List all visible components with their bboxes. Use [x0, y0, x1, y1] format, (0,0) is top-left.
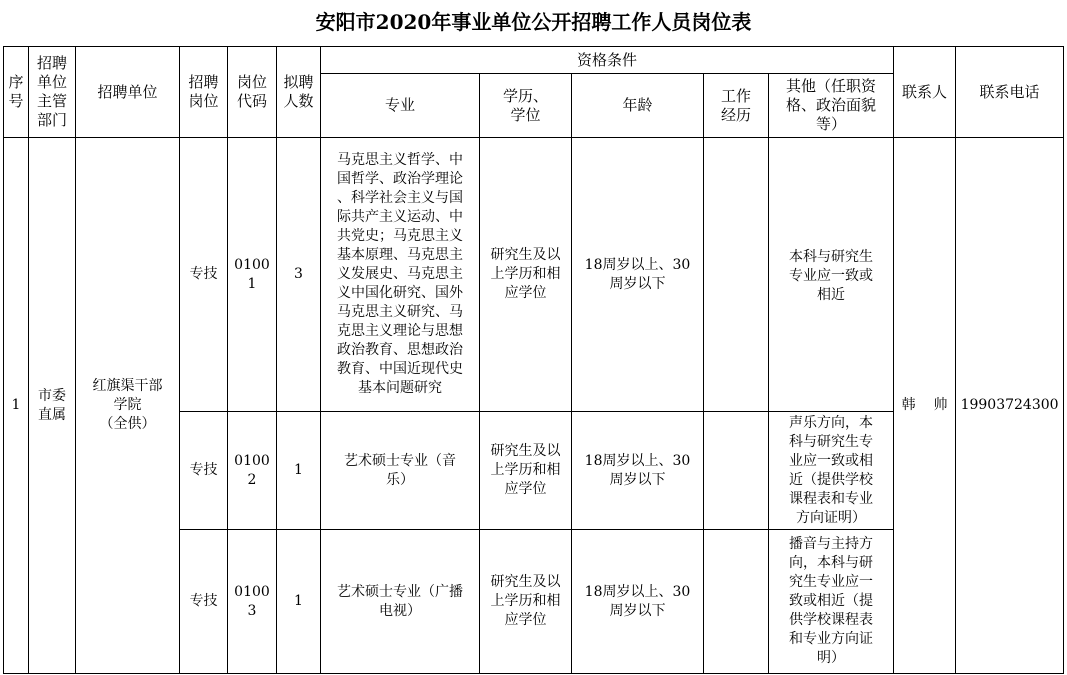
header-row-1 — [4, 47, 1064, 74]
cell-code: 01002 — [228, 412, 277, 530]
cell-exp — [704, 412, 769, 530]
cell-post: 专技 — [180, 530, 228, 674]
cell-exp — [704, 138, 769, 412]
cell-post: 专技 — [180, 138, 228, 412]
cell-major: 马克思主义哲学、中 国哲学、政治学理论 、科学社会主义与国 际共产主义运动、中 共党史；马克思主义 基本原理、马克思主 义发展史、马克思主 义中国化研究、国外 马克思主义研究、马 克思主义理论与思想 政治教育、思想政治 教育、中国近现代史 基本问题研究 — [321, 138, 480, 412]
cell-major: 艺术硕士专业（广播 电视） — [321, 530, 480, 674]
position-table — [3, 46, 1064, 674]
header-seq: 序 号 — [4, 47, 29, 138]
cell-other: 本科与研究生 专业应一致或 相近 — [769, 138, 894, 412]
cell-code: 01003 — [228, 530, 277, 674]
cell-count: 1 — [277, 530, 321, 674]
header-phone: 联系电话 — [956, 47, 1064, 138]
cell-other: 播音与主持方 向，本科与研 究生专业应一 致或相近（提 供学校课程表 和专业方向证 明） — [769, 530, 894, 674]
cell-age: 18周岁以上、30 周岁以下 — [572, 530, 704, 674]
cell-edu: 研究生及以 上学历和相 应学位 — [480, 530, 572, 674]
cell-age: 18周岁以上、30 周岁以下 — [572, 138, 704, 412]
cell-phone: 19903724300 — [956, 138, 1064, 674]
cell-count: 3 — [277, 138, 321, 412]
header-qualifications: 资格条件 — [321, 47, 894, 74]
table-row — [4, 138, 1064, 412]
cell-contact: 韩 帅 — [894, 138, 956, 674]
cell-dept: 市委 直属 — [29, 138, 76, 674]
header-edu: 学历、 学位 — [480, 74, 572, 138]
cell-other-text: 声乐方向，本 科与研究生专 业应一致或相 近（提供学校 课程表和专业 方向证明） — [789, 415, 874, 526]
header-count: 拟聘 人数 — [277, 47, 321, 138]
cell-unit: 红旗渠干部 学院 （全供） — [76, 138, 180, 674]
header-exp: 工作 经历 — [704, 74, 769, 138]
header-contact: 联系人 — [894, 47, 956, 138]
cell-seq: 1 — [4, 138, 29, 674]
cell-age: 18周岁以上、30 周岁以下 — [572, 412, 704, 530]
cell-edu: 研究生及以 上学历和相 应学位 — [480, 412, 572, 530]
header-dept: 招聘 单位 主管 部门 — [29, 47, 76, 138]
cell-count: 1 — [277, 412, 321, 530]
cell-edu: 研究生及以 上学历和相 应学位 — [480, 138, 572, 412]
cell-post: 专技 — [180, 412, 228, 530]
header-unit: 招聘单位 — [76, 47, 180, 138]
cell-major: 艺术硕士专业（音 乐） — [321, 412, 480, 530]
header-major: 专业 — [321, 74, 480, 138]
cell-code: 01001 — [228, 138, 277, 412]
header-other: 其他（任职资 格、政治面貌 等） — [769, 74, 894, 138]
page-title: 安阳市2020年事业单位公开招聘工作人员岗位表 — [315, 10, 752, 34]
header-post: 招聘 岗位 — [180, 47, 228, 138]
cell-exp — [704, 530, 769, 674]
header-age: 年龄 — [572, 74, 704, 138]
cell-other — [769, 412, 894, 530]
header-code: 岗位 代码 — [228, 47, 277, 138]
